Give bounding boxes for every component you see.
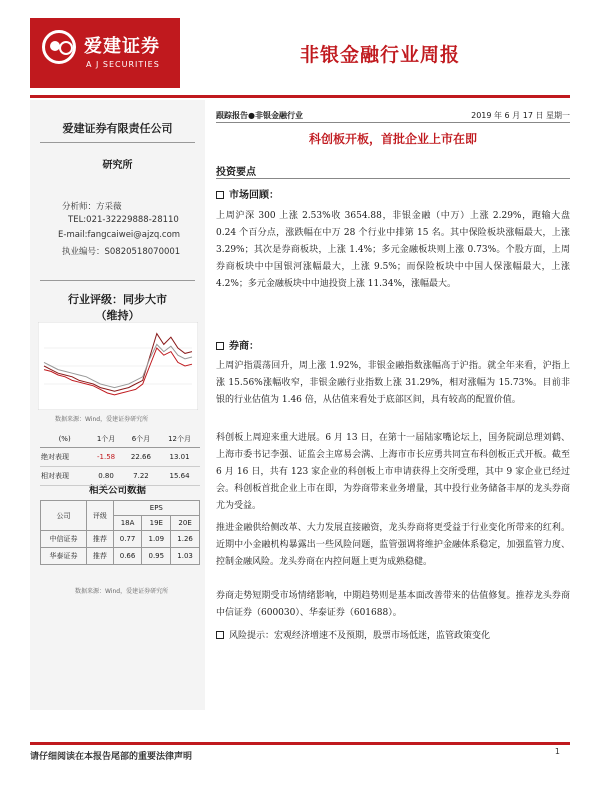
table-row xyxy=(41,531,200,548)
logo-icon xyxy=(42,30,76,64)
related-cell: 1.03 xyxy=(171,548,200,565)
paragraph-brokers-4: 券商走势短期受市场情绪影响，中期趋势则是基本面改善带来的估值修复。推荐龙头券商中信证券（600030）、华泰证券（601688）。 xyxy=(216,591,570,618)
related-cell: 华泰证券 xyxy=(41,548,87,565)
perf-header: 6个月 xyxy=(123,431,159,448)
checkbox-icon xyxy=(216,631,224,639)
perf-header: 1个月 xyxy=(89,431,123,448)
perf-cell: 绝对表现 xyxy=(40,448,89,467)
paragraph-brokers-1: 上周沪指震荡回升，周上涨 1.92%，非银金融指数涨幅高于沪指。就全年来看，沪指上涨 15.56%涨幅收窄，非银金融行业指数上涨 31.29%，相对涨幅为 15.73%。目前非银的行业估值为 1.46 倍，从估值来看处于底部区间，具有较高的配置价值。 xyxy=(216,361,570,405)
header-divider xyxy=(30,95,570,98)
industry-rating xyxy=(30,292,205,324)
paragraph-brokers-3: 推进金融供给侧改革、大力发展直接融资，龙头券商将更受益于行业变化所带来的红利。近期中小金融机构暴露出一些风险问题，监管强调将维护金融体系稳定，加强监管力度、控制金融风险。龙头券商在内控问题上更为成熟稳健。 xyxy=(216,523,570,567)
eps-year: 19E xyxy=(142,516,171,531)
key-points-heading: 投资要点 xyxy=(216,167,256,178)
rating-line2: （维持） xyxy=(95,309,140,322)
related-cell: 中信证券 xyxy=(41,531,87,548)
perf-cell: 7.22 xyxy=(123,467,159,486)
eps-year: 20E xyxy=(171,516,200,531)
table-row xyxy=(41,548,200,565)
logo-cn-text: 爱建证券 xyxy=(84,36,160,57)
related-cell: 推荐 xyxy=(87,548,114,565)
chart-source: 数据来源：Wind，爱建证券研究所 xyxy=(55,416,149,423)
related-cell: 1.26 xyxy=(171,531,200,548)
perf-cell: 13.01 xyxy=(159,448,200,467)
related-cell: 0.66 xyxy=(113,548,142,565)
dept-title: 研究所 xyxy=(102,160,133,171)
perf-cell: 相对表现 xyxy=(40,467,89,486)
related-cell: 0.95 xyxy=(142,548,171,565)
performance-chart xyxy=(38,322,198,410)
col-eps: EPS xyxy=(113,501,199,516)
analyst-tel: TEL:021-32229888-28110 xyxy=(68,215,179,225)
related-cell: 推荐 xyxy=(87,531,114,548)
perf-header: 12个月 xyxy=(159,431,200,448)
perf-cell: 0.80 xyxy=(89,467,123,486)
analyst-name: 分析师：方采薇 xyxy=(62,202,122,212)
rating-line1: 行业评级：同步大市 xyxy=(68,293,167,306)
divider xyxy=(40,280,195,281)
report-date: 2019 年 6 月 17 日 星期一 xyxy=(471,111,570,120)
footer-divider xyxy=(30,742,570,745)
perf-header: (%) xyxy=(40,431,89,448)
analyst-cert: 执业编号：S0820518070001 xyxy=(62,247,181,257)
col-company: 公司 xyxy=(41,501,87,531)
table-row xyxy=(40,467,200,486)
checkbox-icon xyxy=(216,342,224,350)
perf-cell: -1.58 xyxy=(89,448,123,467)
company-name: 爱建证券有限责任公司 xyxy=(62,122,173,135)
related-company-table xyxy=(40,500,200,565)
paragraph-brokers-2: 科创板上周迎来重大进展。6 月 13 日，在第十一届陆家嘴论坛上，国务院副总理刘鹤、上海市委书记李强、证监会主席易会满、上海市市长应勇共同宣布科创板正式开板。截至 6 月 16 日，共有 123 家企业的科创板上市申请获得上交所受理，其中 9 家企业已经过会。科创板首批企业上市在即，为券商带来业务增量，其中投行业务储备丰厚的龙头券商尤为受益。 xyxy=(216,433,570,511)
eps-year: 18A xyxy=(113,516,142,531)
section-heading-brokers: 券商： xyxy=(216,337,259,352)
report-category: 跟踪报告●非银金融行业 xyxy=(216,111,303,120)
related-title: 相关公司数据 xyxy=(88,485,146,496)
report-type-title: 非银金融行业周报 xyxy=(300,44,461,66)
risk-warning: 风险提示：宏观经济增速不及预期，股票市场低迷，监管政策变化 xyxy=(216,628,490,641)
table-row xyxy=(40,448,200,467)
meta-divider xyxy=(216,122,570,123)
paragraph-market-review: 上周沪深 300 上涨 2.53%收 3654.88，非银金融（中万）上涨 2.29%，跑输大盘 0.24 个百分点，涨跌幅在中万 28 个行业中排第 15 名。其中保险板块涨幅最大，上涨 3.29%；其次是券商板块，上涨 1.4%；多元金融板块则上涨 0.73%。个股方面，上周券商板块中中国银河涨幅最大，上涨 9.5%；而保险板块中中国人保涨幅最大，上涨 4.2%；多元金融板块中中迪投资上涨 11.34%，涨幅最大。 xyxy=(216,211,570,289)
related-source: 数据来源：Wind，爱建证券研究所 xyxy=(75,588,169,595)
report-title: 科创板开板，首批企业上市在即 xyxy=(308,132,477,146)
related-cell: 0.77 xyxy=(113,531,142,548)
key-divider xyxy=(216,178,570,179)
analyst-email[interactable]: E-mail:fangcaiwei@ajzq.com xyxy=(58,230,181,240)
perf-cell: 22.66 xyxy=(123,448,159,467)
logo-en-text: A J SECURITIES xyxy=(86,60,160,69)
footer-disclaimer[interactable]: 请仔细阅读在本报告尾部的重要法律声明 xyxy=(30,752,193,762)
page-number: 1 xyxy=(554,747,560,756)
section-heading-market: 市场回顾： xyxy=(216,186,279,201)
divider xyxy=(40,142,195,143)
col-rating: 评级 xyxy=(87,501,114,531)
related-cell: 1.09 xyxy=(142,531,171,548)
checkbox-icon xyxy=(216,191,224,199)
perf-cell: 15.64 xyxy=(159,467,200,486)
performance-table xyxy=(40,431,200,486)
